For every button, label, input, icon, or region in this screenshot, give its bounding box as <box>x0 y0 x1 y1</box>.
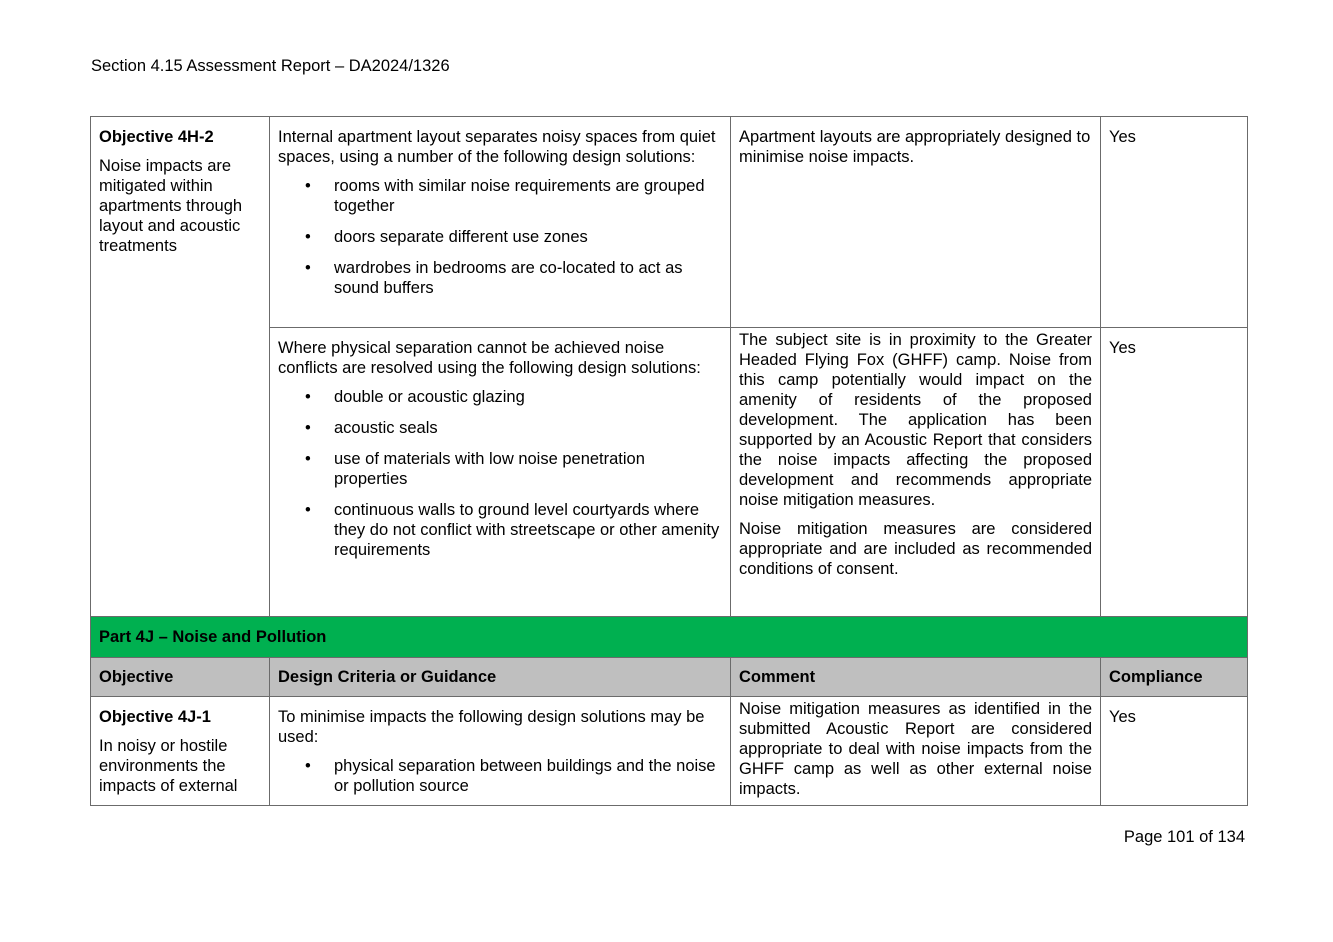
assessment-table <box>90 116 1248 806</box>
list-item: • doors separate different use zones <box>334 227 722 247</box>
comment-cell <box>731 697 1101 806</box>
design-intro: Internal apartment layout separates noisy spaces from quiet spaces, using a number of the following design solutions: <box>278 128 716 166</box>
column-header: Compliance <box>1101 658 1248 697</box>
list-item: • continuous walls to ground level courtyards where they do not conflict with streetscape or other amenity requirements <box>334 500 722 560</box>
compliance-cell <box>1101 697 1248 806</box>
table-row <box>91 697 1248 806</box>
column-header: Objective <box>91 658 270 697</box>
section-header-row <box>91 617 1248 658</box>
list-item: • use of materials with low noise penetration properties <box>334 449 722 489</box>
comment-cell <box>731 328 1101 617</box>
section-title: Part 4J – Noise and Pollution <box>91 617 1248 658</box>
compliance-value: Yes <box>1109 339 1136 357</box>
objective-cell <box>91 697 270 806</box>
design-criteria-cell <box>270 328 731 617</box>
column-header: Design Criteria or Guidance <box>270 658 731 697</box>
list-item: • rooms with similar noise requirements are grouped together <box>334 176 722 216</box>
list-item: • double or acoustic glazing <box>334 387 722 407</box>
design-bullet-list <box>278 756 722 796</box>
comment-cell <box>731 117 1101 328</box>
compliance-value: Yes <box>1109 708 1136 726</box>
compliance-value: Yes <box>1109 128 1136 146</box>
objective-title: Objective 4H-2 <box>99 128 214 146</box>
comment-text: The subject site is in proximity to the Greater Headed Flying Fox (GHFF) camp. Noise from this camp potentially would impact on the amenity of residents of the proposed development. The application has been supported by an Acoustic Report that considers the noise impacts affecting the proposed development and recommends appropriate noise mitigation measures. <box>739 331 1092 509</box>
objective-description: In noisy or hostile environments the impacts of external <box>99 737 238 795</box>
comment-text: Noise mitigation measures are considered appropriate and are included as recommended conditions of consent. <box>739 520 1092 578</box>
design-bullet-list <box>278 387 722 560</box>
design-criteria-cell <box>270 697 731 806</box>
compliance-cell <box>1101 328 1248 617</box>
design-criteria-cell <box>270 117 731 328</box>
comment-text: Noise mitigation measures as identified in the submitted Acoustic Report are considered appropriate to deal with noise impacts from the GHFF camp as well as other external noise impacts. <box>739 700 1092 798</box>
list-item: • physical separation between buildings and the noise or pollution source <box>334 756 722 796</box>
column-header-row <box>91 658 1248 697</box>
list-item: • wardrobes in bedrooms are co-located to act as sound buffers <box>334 258 722 298</box>
objective-title: Objective 4J-1 <box>99 708 211 726</box>
design-intro: Where physical separation cannot be achieved noise conflicts are resolved using the following design solutions: <box>278 339 701 377</box>
design-intro: To minimise impacts the following design solutions may be used: <box>278 708 705 746</box>
column-header: Comment <box>731 658 1101 697</box>
page-number: Page 101 of 134 <box>1123 828 1245 846</box>
list-item: • acoustic seals <box>334 418 722 438</box>
table-row <box>91 117 1248 328</box>
objective-description: Noise impacts are mitigated within apartments through layout and acoustic treatments <box>99 157 243 255</box>
design-bullet-list <box>278 176 722 298</box>
compliance-cell <box>1101 117 1248 328</box>
comment-text: Apartment layouts are appropriately designed to minimise noise impacts. <box>739 128 1091 166</box>
objective-cell <box>91 117 270 617</box>
page-header: Section 4.15 Assessment Report – DA2024/1326 <box>91 57 450 75</box>
